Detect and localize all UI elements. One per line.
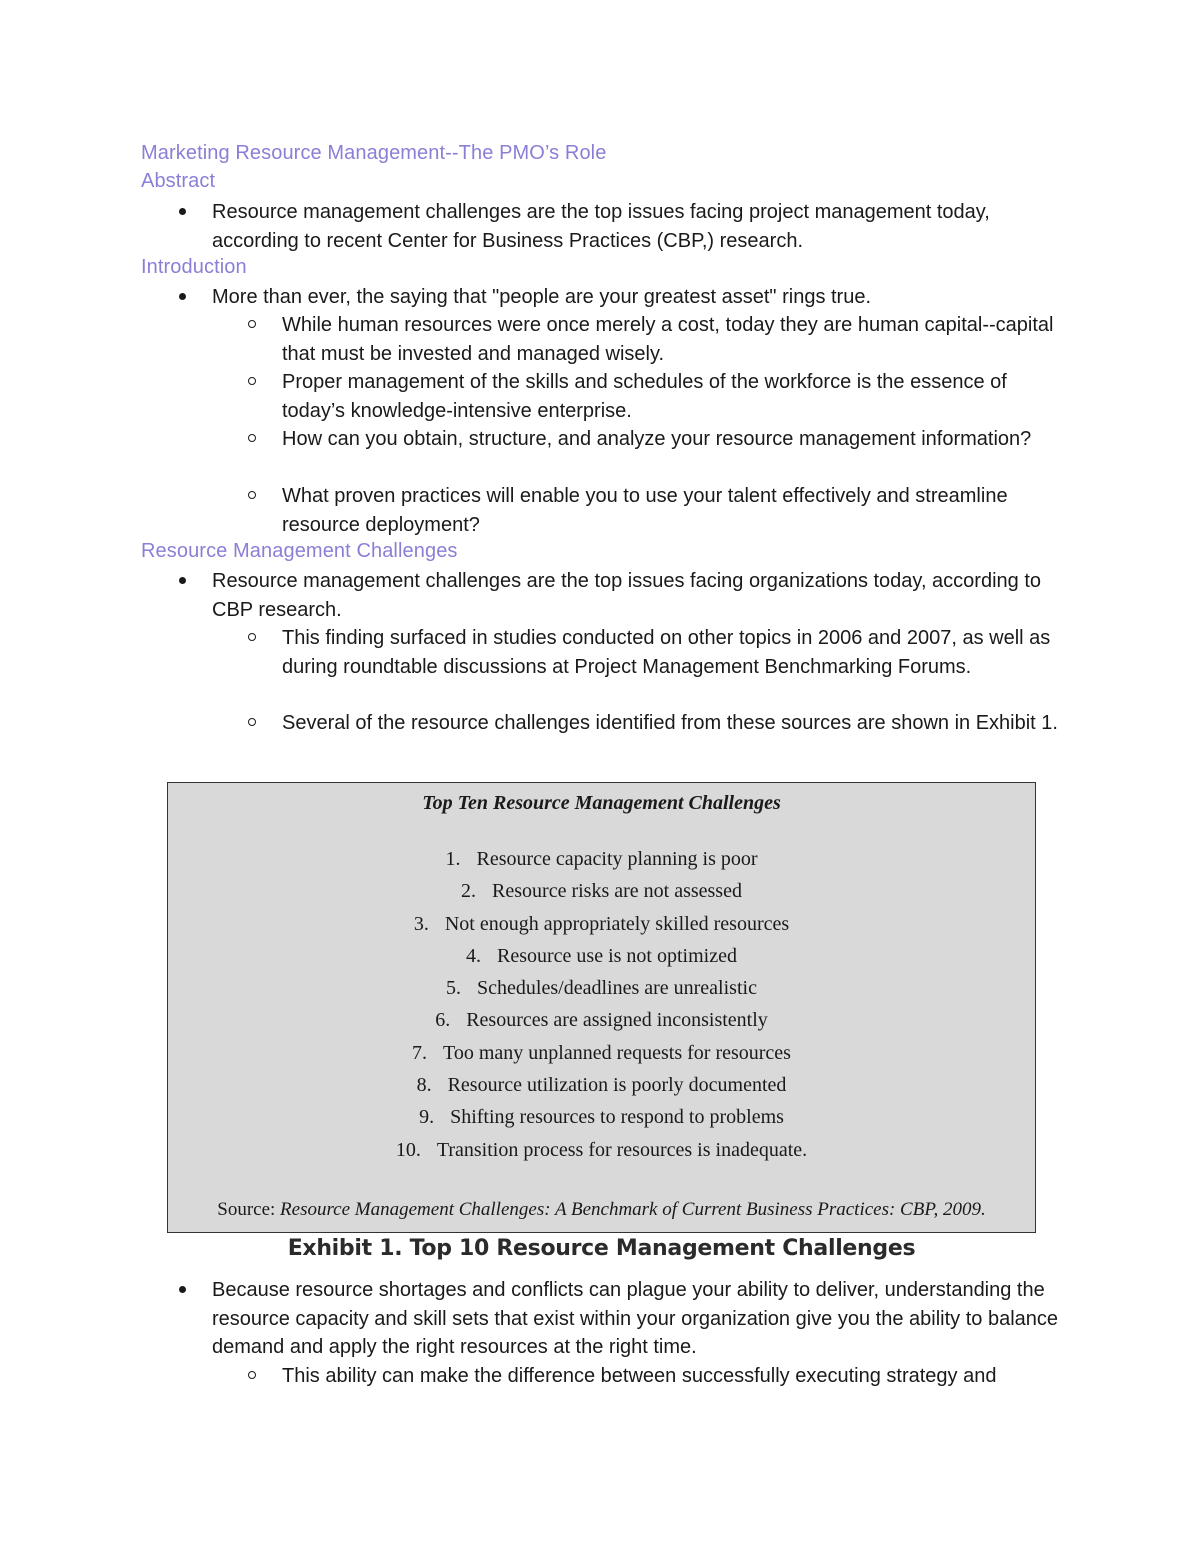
exhibit-list-item: 5. Schedules/deadlines are unrealistic xyxy=(446,977,757,1000)
introduction-sub-bullet: What proven practices will enable you to use your talent effectively and streamline resource deployment? xyxy=(282,482,1072,539)
bullet-dot-icon xyxy=(172,567,192,596)
introduction-bullet: More than ever, the saying that "people are your greatest asset" rings true. xyxy=(212,283,1072,312)
introduction-heading: Introduction xyxy=(141,256,247,278)
introduction-sub-bullet: While human resources were once merely a cost, today they are human capital--capital that must be invested and managed wisely. xyxy=(282,311,1072,368)
closing-bullet: Because resource shortages and conflicts can plague your ability to deliver, understanding the resource capacity and skill sets that exist within your organization give you the ability to balance demand and apply the right resources at the right time. xyxy=(212,1276,1072,1362)
abstract-heading: Abstract xyxy=(141,170,216,192)
bullet-circle-icon xyxy=(242,624,262,653)
exhibit-list-item: 10. Transition process for resources is inadequate. xyxy=(395,1138,808,1161)
exhibit-list-item: 6. Resources are assigned inconsistently xyxy=(435,1009,768,1032)
bullet-circle-icon xyxy=(242,709,262,738)
exhibit-list-item: 7. Too many unplanned requests for resources xyxy=(412,1041,791,1064)
bullet-dot-icon xyxy=(172,198,192,227)
exhibit-list xyxy=(168,843,1035,1166)
exhibit-source: Source: Resource Management Challenges: A Benchmark of Current Business Practices: CBP, 2009. xyxy=(217,1199,986,1220)
bullet-circle-icon xyxy=(242,368,262,397)
challenges-sub-bullet: Several of the resource challenges identified from these sources are shown in Exhibit 1. xyxy=(282,709,1072,738)
bullet-circle-icon xyxy=(242,482,262,511)
exhibit-list-item: 9. Shifting resources to respond to problems xyxy=(419,1106,784,1129)
exhibit-list-item: 1. Resource capacity planning is poor xyxy=(445,848,758,870)
challenges-heading: Resource Management Challenges xyxy=(141,540,458,562)
exhibit-title: Top Ten Resource Management Challenges xyxy=(422,792,781,814)
closing-sub-bullet: This ability can make the difference between successfully executing strategy and xyxy=(282,1362,1072,1391)
exhibit-caption: Exhibit 1. Top 10 Resource Management Challenges xyxy=(287,1236,916,1261)
abstract-bullet: Resource management challenges are the top issues facing project management today, according to recent Center for Business Practices (CBP,) research. xyxy=(212,198,1072,255)
bullet-circle-icon xyxy=(242,1362,262,1391)
introduction-sub-bullet: How can you obtain, structure, and analyze your resource management information? xyxy=(282,425,1072,454)
exhibit-figure xyxy=(167,782,1036,1233)
exhibit-list-item: 4. Resource use is not optimized xyxy=(466,944,737,967)
document-title: Marketing Resource Management--The PMO’s Role xyxy=(141,142,607,164)
bullet-dot-icon xyxy=(172,283,192,312)
bullet-circle-icon xyxy=(242,311,262,340)
challenges-bullet: Resource management challenges are the top issues facing organizations today, according to CBP research. xyxy=(212,567,1072,624)
bullet-dot-icon xyxy=(172,1276,192,1305)
introduction-sub-bullet: Proper management of the skills and schedules of the workforce is the essence of today’s knowledge-intensive enterprise. xyxy=(282,368,1072,425)
exhibit-list-item: 2. Resource risks are not assessed xyxy=(461,880,742,903)
bullet-circle-icon xyxy=(242,425,262,454)
exhibit-list-item: 8. Resource utilization is poorly documented xyxy=(416,1074,787,1097)
exhibit-list-item: 3. Not enough appropriately skilled resources xyxy=(413,912,790,935)
challenges-sub-bullet: This finding surfaced in studies conducted on other topics in 2006 and 2007, as well as during roundtable discussions at Project Management Benchmarking Forums. xyxy=(282,624,1072,681)
